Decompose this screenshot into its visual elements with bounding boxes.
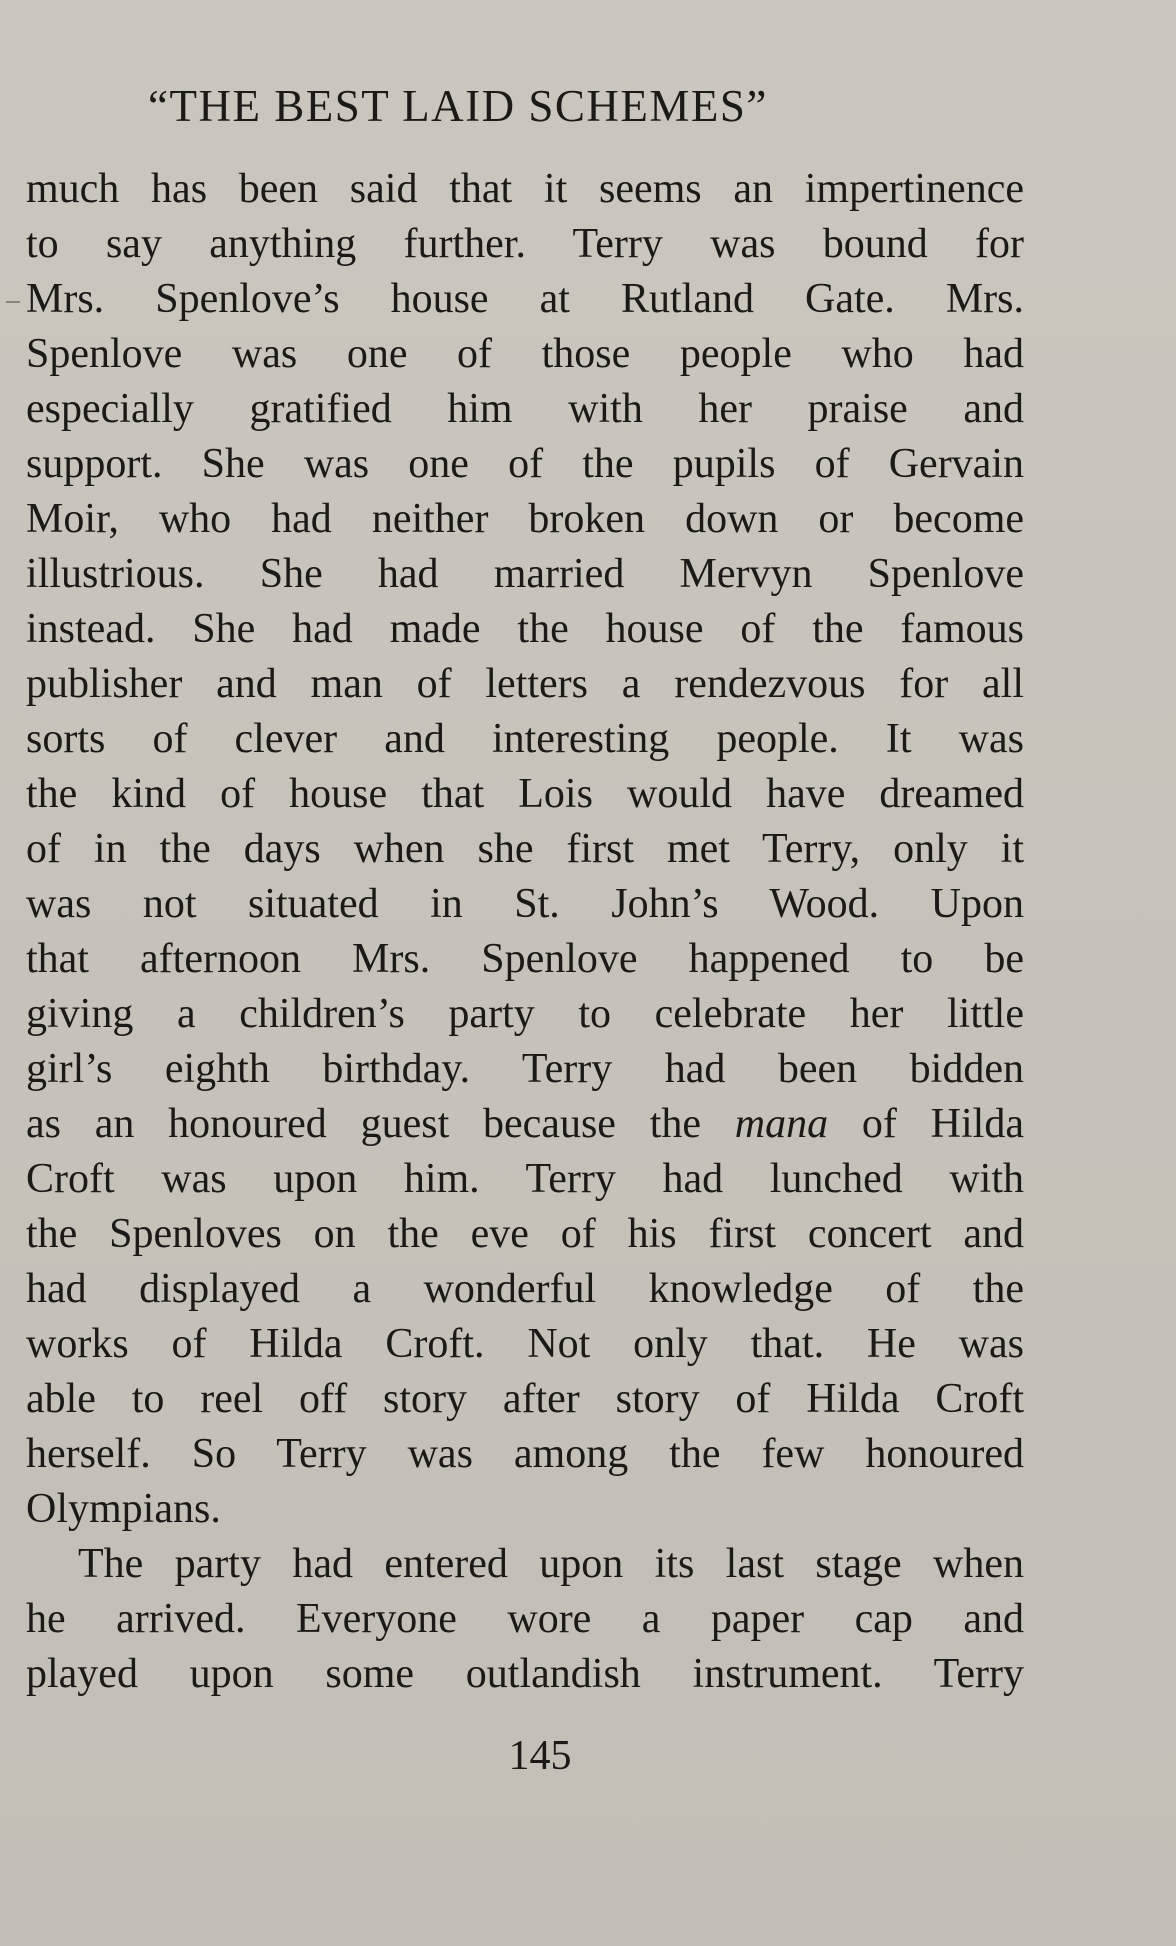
text-line-24: herself. So Terry was among the few honoured: [26, 1431, 1024, 1477]
text-line-5: especially gratified him with her praise and: [26, 386, 1024, 432]
italic-word: mana: [734, 1101, 829, 1147]
text-line-4: Spenlove was one of those people who had: [26, 331, 1024, 377]
text-line-18-end: of Hilda: [828, 1101, 1024, 1147]
text-line-18-start: as an honoured guest because the: [26, 1101, 735, 1147]
text-line-10: publisher and man of letters a rendezvous for all: [26, 661, 1024, 707]
text-line-13: of in the days when she first met Terry, only it: [26, 826, 1024, 872]
text-line-22: works of Hilda Croft. Not only that. He was: [26, 1321, 1024, 1367]
text-line-15: that afternoon Mrs. Spenlove happened to be: [26, 936, 1024, 982]
body-text: [26, 162, 1024, 1702]
text-line-3: Mrs. Spenlove’s house at Rutland Gate. Mrs.: [26, 276, 1024, 322]
text-line-2: to say anything further. Terry was bound for: [26, 221, 1024, 267]
text-line-14: was not situated in St. John’s Wood. Upon: [26, 881, 1024, 927]
running-head: “THE BEST LAID SCHEMES”: [148, 81, 768, 131]
text-line-25: Olympians.: [26, 1486, 221, 1532]
text-line-11: sorts of clever and interesting people. It was: [26, 716, 1024, 762]
text-line-26: The party had entered upon its last stage when: [78, 1541, 1024, 1587]
text-line-20: the Spenloves on the eve of his first concert and: [26, 1211, 1024, 1257]
margin-mark: [6, 301, 20, 303]
text-line-7: Moir, who had neither broken down or become: [26, 496, 1024, 542]
text-line-12: the kind of house that Lois would have dreamed: [26, 771, 1024, 817]
text-line-1: much has been said that it seems an impertinence: [26, 166, 1024, 212]
text-line-28: played upon some outlandish instrument. Terry: [26, 1651, 1024, 1697]
text-line-19: Croft was upon him. Terry had lunched with: [26, 1156, 1024, 1202]
text-line-9: instead. She had made the house of the famous: [26, 606, 1024, 652]
text-line-6: support. She was one of the pupils of Gervain: [26, 441, 1024, 487]
text-line-21: had displayed a wonderful knowledge of the: [26, 1266, 1024, 1312]
text-line-18: [26, 1097, 1024, 1152]
text-line-23: able to reel off story after story of Hilda Croft: [26, 1376, 1024, 1422]
page-number: 145: [508, 1733, 572, 1779]
text-line-16: giving a children’s party to celebrate her little: [26, 991, 1024, 1037]
text-line-17: girl’s eighth birthday. Terry had been bidden: [26, 1046, 1024, 1092]
text-line-27: he arrived. Everyone wore a paper cap and: [26, 1596, 1024, 1642]
text-line-8: illustrious. She had married Mervyn Spenlove: [26, 551, 1024, 597]
